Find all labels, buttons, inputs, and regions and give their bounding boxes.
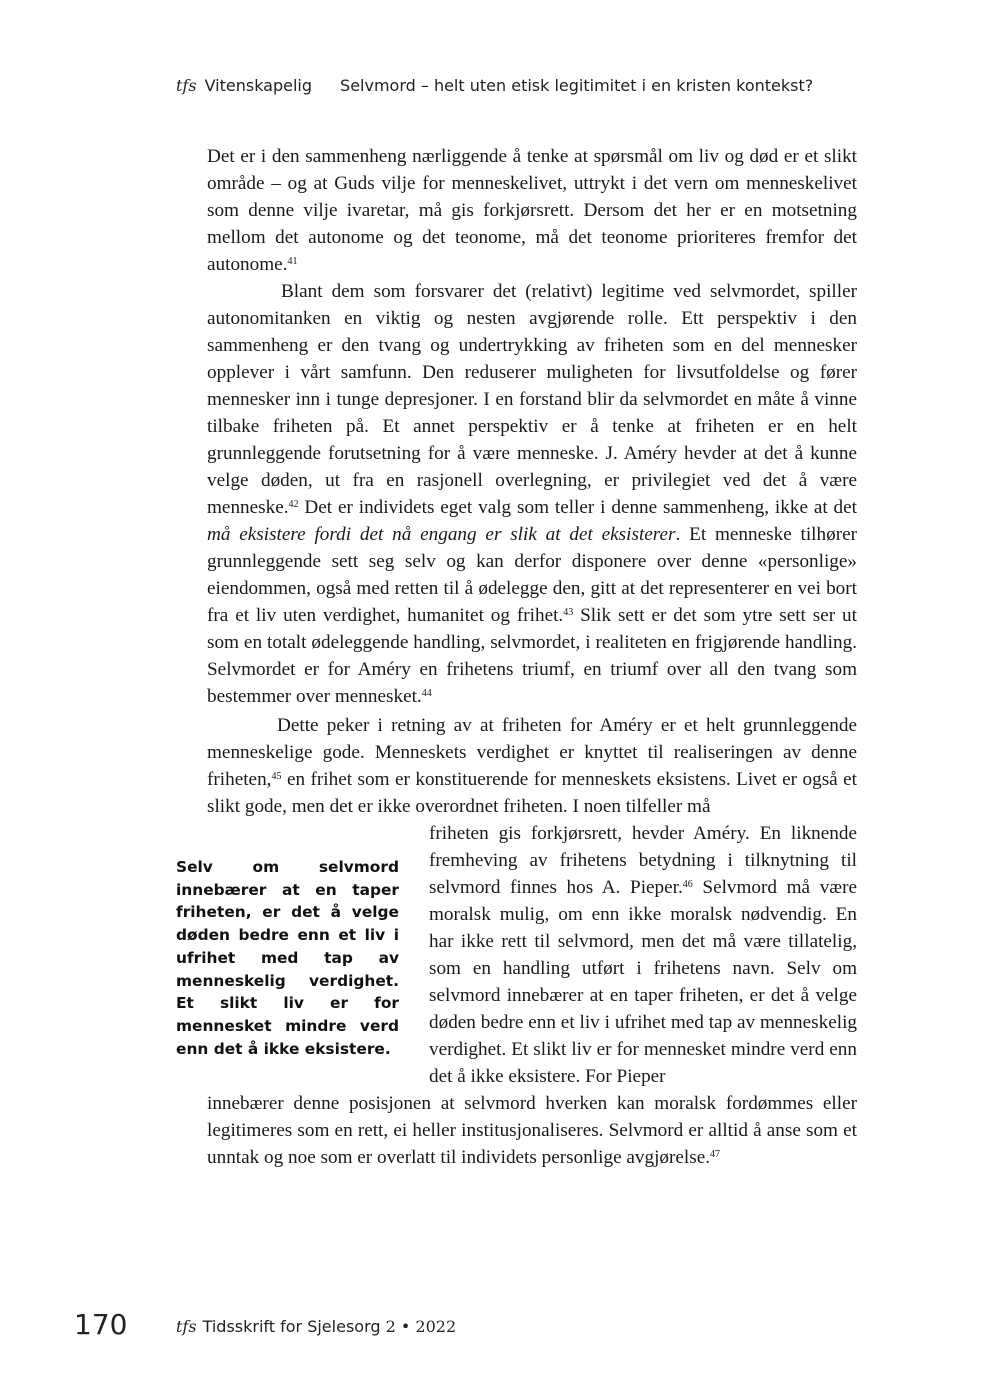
footnote-ref-41[interactable]: 41 — [287, 256, 298, 267]
footer-logo: tfs — [176, 1317, 197, 1336]
paragraph-2-text-d: Slik sett er det som ytre sett ser ut som en totalt ødeleggende handling, selvmordet, i realiteten en frigjørende handling. Selvmordet er for Améry en frihetens triumf, en triumf over all den tvang som bestemmer over mennesket. — [207, 605, 857, 707]
header-logo: tfs — [176, 76, 197, 95]
footnote-ref-43[interactable]: 43 — [563, 607, 574, 618]
running-header — [176, 76, 813, 95]
footnote-ref-45[interactable]: 45 — [271, 771, 282, 782]
footnote-ref-44[interactable]: 44 — [421, 688, 432, 699]
footnote-ref-42[interactable]: 42 — [288, 499, 299, 510]
pull-quote: Selv om selvmord innebærer at en taper friheten, er det å velge døden bedre enn et liv i ufrihet med tap av menneskelig verdighet. Et slikt liv er for mennesket mindre verd enn det å ikke eksistere. — [176, 858, 399, 1058]
paragraph-3-text-b: en frihet som er konstituerende for menneskets eksistens. Livet er også et slikt gode, men det er ikke overordnet friheten. I noen tilfeller må — [207, 769, 857, 817]
paragraph-3-column — [429, 820, 857, 1090]
footnote-ref-47[interactable]: 47 — [710, 1149, 721, 1160]
footnote-ref-46[interactable]: 46 — [682, 879, 693, 890]
journal-title: Tidsskrift for Sjelesorg — [202, 1317, 381, 1336]
page-number: 170 — [74, 1308, 128, 1341]
paragraph-3-text-a: Dette peker i retning av at friheten for Améry er et helt grunnleggende menneskelige gode. Menneskets verdighet er knyttet til realiseringen av denne friheten, — [207, 715, 857, 790]
journal-issue: 2 • 2022 — [385, 1317, 457, 1336]
paragraph-3-text-c: friheten gis forkjørsrett, hevder Améry. En liknende fremheving av frihetens betydning i tilknytning til selvmord finnes hos A. Pieper. — [429, 823, 857, 898]
paragraph-2-italic: må eksistere fordi det nå engang er slik at det eksisterer — [207, 524, 676, 545]
paragraph-2-text-c: . Et menneske tilhører grunnleggende sett seg selv og kan derfor disponere over denne «personlige» eiendommen, også med retten til å ødelegge den, gitt at det representerer en vei bort fra et liv uten verdighet, humanitet og frihet. — [207, 524, 857, 626]
paragraph-2 — [207, 278, 857, 710]
paragraph-3-end — [207, 1090, 857, 1171]
header-article-title: Selvmord – helt uten etisk legitimitet i en kristen kontekst? — [340, 76, 814, 95]
paragraph-2-text-b: Det er individets eget valg som teller i denne sammenheng, ikke at det — [298, 497, 857, 518]
paragraph-1 — [207, 143, 857, 278]
paragraph-3-start — [207, 712, 857, 820]
paragraph-1-text: Det er i den sammenheng nærliggende å tenke at spørsmål om liv og død er et slikt område – og at Guds vilje for menneskelivet, uttrykt i det vern om menneskelivet som denne vilje ivaretar, må gis forkjørsrett. Dersom det her er en motsetning mellom det autonome og det teonome, må det teonome prioriteres fremfor det autonome. — [207, 146, 857, 275]
header-section: Vitenskapelig — [204, 76, 313, 95]
journal-name — [176, 1317, 456, 1336]
paragraph-3-text-d: Selvmord må være moralsk mulig, om enn ikke moralsk nødvendig. En har ikke rett til selvmord, men det må være tillatelig, som en handling utført i frihetens navn. Selv om selvmord innebærer at en taper friheten, er det å velge døden bedre enn et liv i ufrihet med tap av menneskelig verdighet. Et slikt liv er for mennesket mindre verd enn det å ikke eksistere. For Pieper — [429, 877, 857, 1087]
paragraph-3-text-e: innebærer denne posisjonen at selvmord hverken kan moralsk fordømmes eller legitimeres som en rett, ei heller institusjonaliseres. Selvmord er alltid å anse som et unntak og noe som er overlatt til individets personlige avgjørelse. — [207, 1093, 857, 1168]
paragraph-2-text-a: Blant dem som forsvarer det (relativt) legitime ved selvmordet, spiller autonomitanken en viktig og nesten avgjørende rolle. Ett perspektiv i den sammenheng er den tvang og undertrykking av friheten som en del mennesker opplever i vårt samfunn. Den reduserer muligheten for livsutfoldelse og fører mennesker inn i tunge depresjoner. I en forstand blir da selvmordet en måte å vinne tilbake friheten på. Et annet perspektiv er å tenke at friheten er en helt grunnleggende forutsetning for å være menneske. J. Améry hevder at det å kunne velge døden, ut fra en rasjonell overlegning, er privilegiet ved det å være menneske. — [207, 281, 857, 518]
